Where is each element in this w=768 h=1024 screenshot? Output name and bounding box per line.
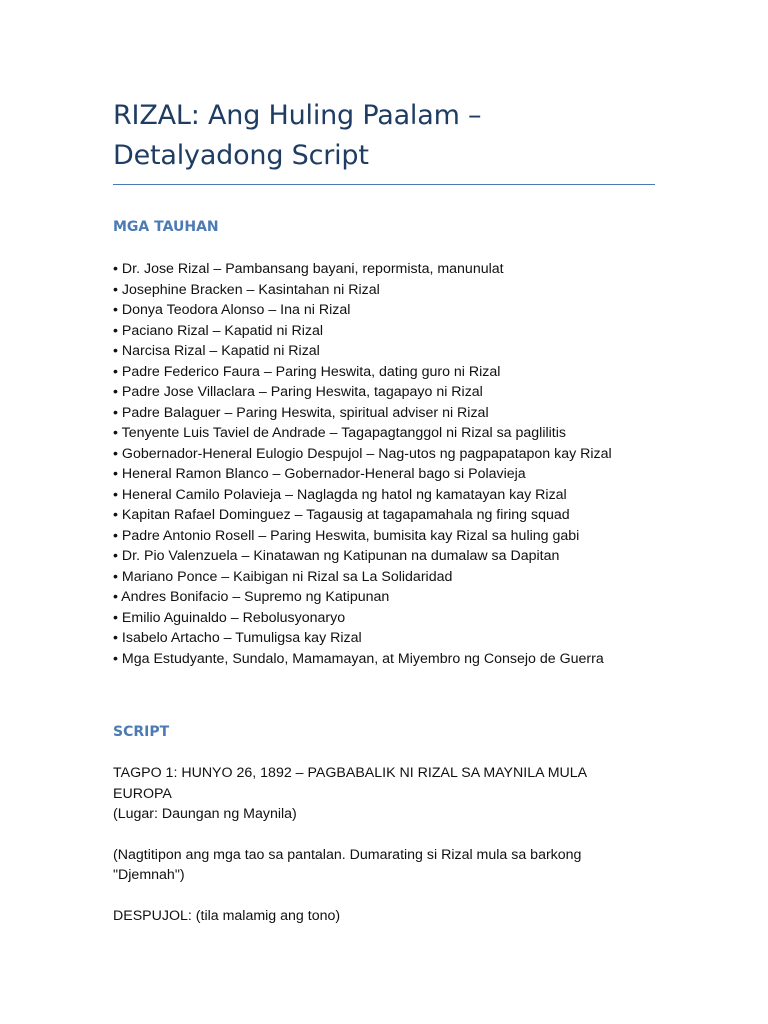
list-item: • Mariano Ponce – Kaibigan ni Rizal sa La Solidaridad [113, 568, 453, 585]
characters-list [113, 259, 655, 669]
document-title: RIZAL: Ang Huling Paalam – Detalyadong Script [113, 96, 655, 185]
list-item: • Padre Jose Villaclara – Paring Heswita, tagapayo ni Rizal [113, 384, 483, 400]
document-content [113, 96, 655, 926]
list-item: • Andres Bonifacio – Supremo ng Katipunan [113, 589, 390, 605]
characters-heading: MGA TAUHAN [113, 219, 219, 235]
list-item: • Tenyente Luis Taviel de Andrade – Tagapagtanggol ni Rizal sa paglilitis [113, 425, 566, 441]
stage-direction: (Nagtitipon ang mga tao sa pantalan. Dumarating si Rizal mula sa barkong "Djemnah") [113, 846, 582, 883]
list-item: • Padre Balaguer – Paring Heswita, spiritual adviser ni Rizal [113, 404, 489, 421]
list-item: • Paciano Rizal – Kapatid ni Rizal [113, 322, 324, 339]
list-item: • Padre Antonio Rosell – Paring Heswita, bumisita kay Rizal sa huling gabi [113, 527, 580, 544]
list-item: • Gobernador-Heneral Eulogio Despujol – Nag-utos ng pagpapatapon kay Rizal [113, 445, 612, 462]
list-item: • Heneral Camilo Polavieja – Naglagda ng hatol ng kamatayan kay Rizal [113, 486, 567, 503]
scene-title [113, 763, 633, 825]
dialogue-line: DESPUJOL: (tila malamig ang tono) [113, 907, 341, 924]
script-heading: SCRIPT [113, 724, 170, 740]
list-item: • Dr. Pio Valenzuela – Kinatawan ng Katipunan na dumalaw sa Dapitan [113, 548, 560, 564]
list-item: • Heneral Ramon Blanco – Gobernador-Heneral bago si Polavieja [113, 466, 526, 482]
list-item: • Padre Federico Faura – Paring Heswita, dating guro ni Rizal [113, 363, 501, 380]
scene-location: (Lugar: Daungan ng Maynila) [113, 806, 297, 822]
scene-title-text: TAGPO 1: HUNYO 26, 1892 – PAGBABALIK NI RIZAL SA MAYNILA MULA EUROPA [113, 765, 587, 802]
list-item: • Emilio Aguinaldo – Rebolusyonaryo [113, 609, 346, 626]
list-item: • Narcisa Rizal – Kapatid ni Rizal [113, 343, 320, 359]
list-item: • Josephine Bracken – Kasintahan ni Rizal [113, 281, 380, 298]
list-item: • Isabelo Artacho – Tumuligsa kay Rizal [113, 630, 362, 646]
list-item: • Donya Teodora Alonso – Ina ni Rizal [113, 302, 351, 318]
list-item: • Mga Estudyante, Sundalo, Mamamayan, at Miyembro ng Consejo de Guerra [113, 650, 604, 667]
list-item: • Kapitan Rafael Dominguez – Tagausig at tagapamahala ng firing squad [113, 507, 570, 523]
list-item: • Dr. Jose Rizal – Pambansang bayani, repormista, manunulat [113, 261, 504, 277]
